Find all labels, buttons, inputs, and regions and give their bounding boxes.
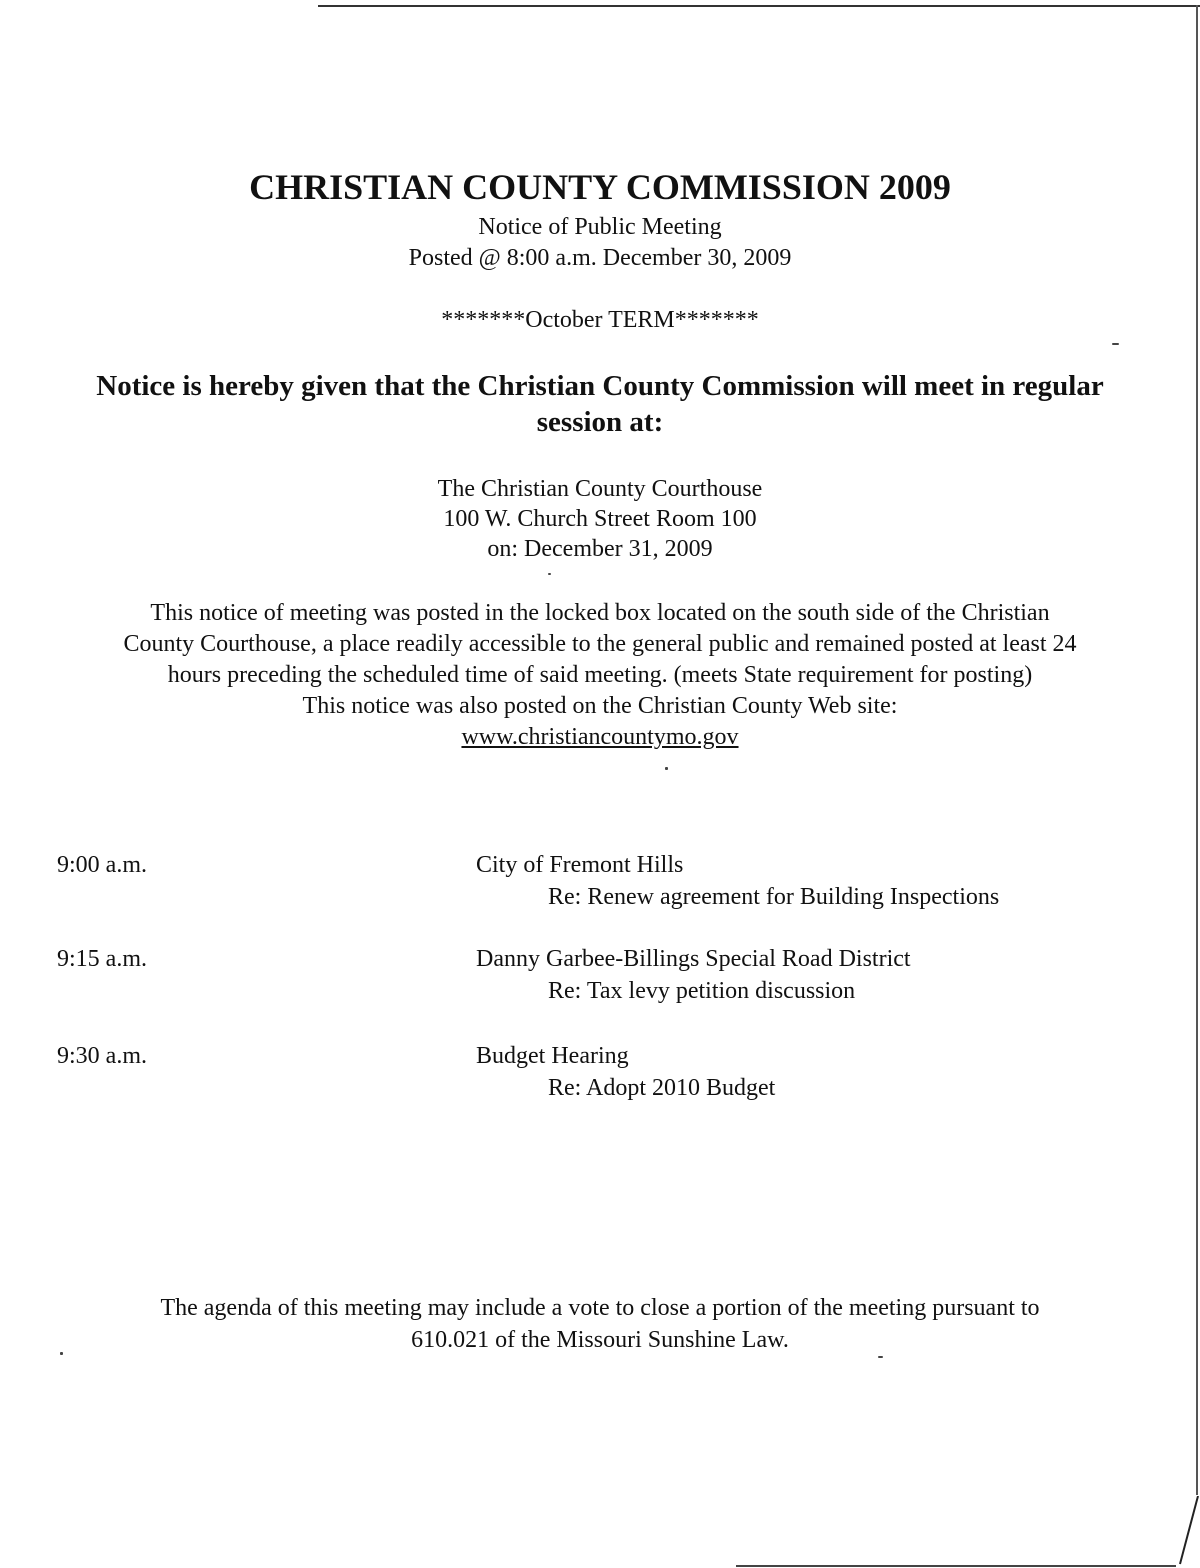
footer-line: 610.021 of the Missouri Sunshine Law. — [411, 1327, 789, 1353]
website-link[interactable]: www.christiancountymo.gov — [461, 724, 739, 750]
term-label: *******October TERM******* — [441, 307, 759, 333]
agenda-subject: Re: Adopt 2010 Budget — [548, 1075, 776, 1101]
agenda-time: 9:15 a.m. — [57, 946, 147, 972]
scan-speck — [665, 767, 668, 770]
scan-speck — [548, 573, 551, 575]
posted-timestamp: Posted @ 8:00 a.m. December 30, 2009 — [408, 245, 792, 271]
posting-line: This notice of meeting was posted in the locked box located on the south side of the Christian — [150, 600, 1050, 626]
notice-type: Notice of Public Meeting — [478, 214, 722, 240]
agenda-subject: Re: Tax levy petition discussion — [548, 978, 856, 1004]
agenda-title: Danny Garbee-Billings Special Road District — [476, 946, 911, 972]
meeting-date: on: December 31, 2009 — [487, 536, 713, 562]
scan-speck — [1112, 343, 1119, 345]
posting-line: hours preceding the scheduled time of said meeting. (meets State requirement for posting) — [167, 662, 1033, 688]
footer-line: The agenda of this meeting may include a vote to close a portion of the meeting pursuant to — [160, 1295, 1040, 1321]
meeting-notice-header — [0, 212, 1200, 274]
agenda-title: Budget Hearing — [476, 1043, 629, 1069]
agenda-time: 9:00 a.m. — [57, 852, 147, 878]
posting-line: County Courthouse, a place readily accessible to the general public and remained posted at least 24 — [123, 631, 1077, 657]
scan-edge-top — [318, 5, 1200, 7]
document-title: CHRISTIAN COUNTY COMMISSION 2009 — [249, 167, 951, 207]
scan-corner-fold — [1178, 1496, 1200, 1566]
agenda-time: 9:30 a.m. — [57, 1043, 147, 1069]
scan-edge-bottom — [736, 1565, 1176, 1567]
location-building: The Christian County Courthouse — [437, 476, 763, 502]
meeting-location — [0, 474, 1200, 564]
notice-heading — [40, 368, 1160, 440]
agenda-title: City of Fremont Hills — [476, 852, 684, 878]
agenda-subject: Re: Renew agreement for Building Inspections — [548, 884, 1000, 910]
posting-statement — [40, 598, 1160, 753]
posting-line: This notice was also posted on the Christian County Web site: — [302, 693, 898, 719]
sunshine-law-notice — [40, 1292, 1160, 1356]
location-address: 100 W. Church Street Room 100 — [443, 506, 757, 532]
scan-speck — [878, 1356, 883, 1358]
notice-heading-line: Notice is hereby given that the Christian County Commission will meet in regular — [96, 370, 1104, 402]
notice-heading-line: session at: — [536, 406, 664, 438]
